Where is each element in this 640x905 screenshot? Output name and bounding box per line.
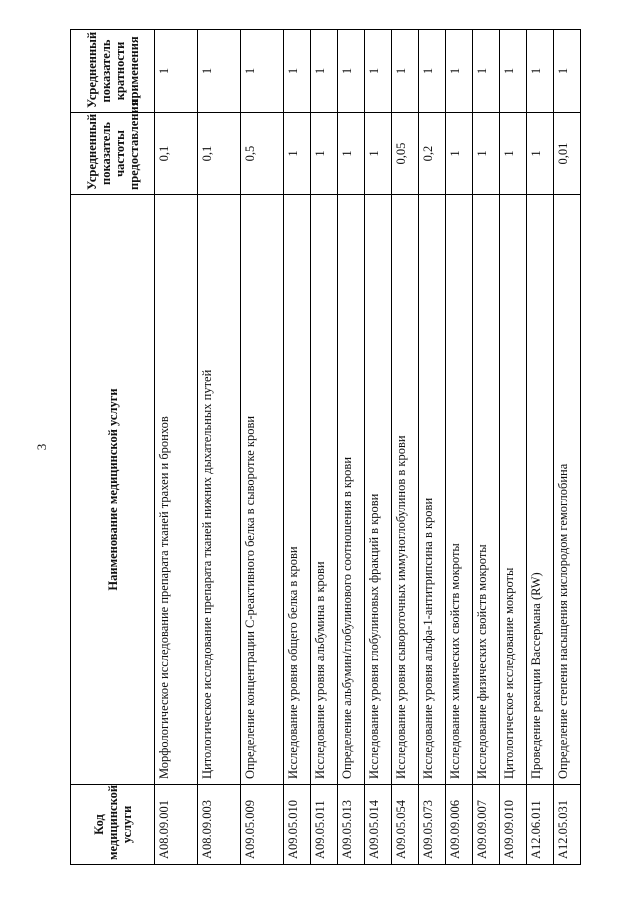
cell-frequency: 1 — [338, 113, 365, 195]
cell-frequency: 1 — [527, 113, 554, 195]
cell-code: A09.09.007 — [473, 785, 500, 865]
cell-code: A09.05.073 — [419, 785, 446, 865]
header-name: Наименование медицинской услуги — [71, 195, 155, 785]
table-row — [365, 30, 392, 865]
cell-frequency: 1 — [284, 113, 311, 195]
cell-multiplicity: 1 — [554, 30, 581, 113]
cell-code: A09.05.014 — [365, 785, 392, 865]
cell-frequency: 0,05 — [392, 113, 419, 195]
table-header-row — [71, 30, 155, 865]
cell-code: A09.05.009 — [241, 785, 284, 865]
cell-name: Исследование уровня глобулиновых фракций в крови — [365, 195, 392, 785]
cell-code: A12.06.011 — [527, 785, 554, 865]
cell-multiplicity: 1 — [241, 30, 284, 113]
table-row — [554, 30, 581, 865]
cell-name: Исследование уровня сывороточных иммуноглобулинов в крови — [392, 195, 419, 785]
cell-code: A08.09.001 — [155, 785, 198, 865]
table-row — [392, 30, 419, 865]
cell-code: A09.05.013 — [338, 785, 365, 865]
cell-name: Определение альбумин/глобулинового соотношения в крови — [338, 195, 365, 785]
cell-code: A09.05.054 — [392, 785, 419, 865]
table-row — [446, 30, 473, 865]
cell-name: Цитологическое исследование мокроты — [500, 195, 527, 785]
cell-frequency: 0,5 — [241, 113, 284, 195]
cell-name: Исследование физических свойств мокроты — [473, 195, 500, 785]
table-row — [473, 30, 500, 865]
cell-multiplicity: 1 — [419, 30, 446, 113]
cell-multiplicity: 1 — [338, 30, 365, 113]
table-body — [155, 30, 581, 865]
table-row — [338, 30, 365, 865]
cell-name: Исследование уровня общего белка в крови — [284, 195, 311, 785]
table-row — [155, 30, 198, 865]
table-row — [527, 30, 554, 865]
header-multiplicity: Усредненный показатель кратности применения — [71, 30, 155, 113]
table-row — [500, 30, 527, 865]
cell-frequency: 0,01 — [554, 113, 581, 195]
cell-multiplicity: 1 — [311, 30, 338, 113]
cell-code: A09.05.011 — [311, 785, 338, 865]
cell-frequency: 1 — [500, 113, 527, 195]
cell-multiplicity: 1 — [284, 30, 311, 113]
table-row — [198, 30, 241, 865]
cell-multiplicity: 1 — [198, 30, 241, 113]
table-row — [311, 30, 338, 865]
cell-multiplicity: 1 — [527, 30, 554, 113]
cell-multiplicity: 1 — [500, 30, 527, 113]
cell-name: Морфологическое исследование препарата тканей трахеи и бронхов — [155, 195, 198, 785]
cell-frequency: 0,1 — [155, 113, 198, 195]
cell-name: Определение степени насыщения кислородом гемоглобина — [554, 195, 581, 785]
rotated-table-wrapper — [70, 30, 570, 865]
cell-name: Исследование уровня альбумина в крови — [311, 195, 338, 785]
cell-frequency: 1 — [446, 113, 473, 195]
cell-multiplicity: 1 — [365, 30, 392, 113]
cell-code: A09.09.006 — [446, 785, 473, 865]
cell-code: A09.05.010 — [284, 785, 311, 865]
cell-frequency: 1 — [473, 113, 500, 195]
cell-frequency: 0,2 — [419, 113, 446, 195]
cell-code: A09.09.010 — [500, 785, 527, 865]
cell-name: Исследование уровня альфа-1-антитрипсина в крови — [419, 195, 446, 785]
cell-code: A12.05.031 — [554, 785, 581, 865]
cell-multiplicity: 1 — [446, 30, 473, 113]
cell-code: A08.09.003 — [198, 785, 241, 865]
cell-name: Исследование химических свойств мокроты — [446, 195, 473, 785]
page-number: 3 — [34, 443, 49, 451]
cell-name: Цитологическое исследование препарата тканей нижних дыхательных путей — [198, 195, 241, 785]
cell-multiplicity: 1 — [155, 30, 198, 113]
cell-frequency: 1 — [311, 113, 338, 195]
table-row — [241, 30, 284, 865]
cell-name: Проведение реакции Вассермана (RW) — [527, 195, 554, 785]
header-frequency: Усредненный показатель частоты предоставления — [71, 113, 155, 195]
cell-frequency: 1 — [365, 113, 392, 195]
cell-multiplicity: 1 — [392, 30, 419, 113]
cell-name: Определение концентрации С-реактивного белка в сыворотке крови — [241, 195, 284, 785]
cell-frequency: 0,1 — [198, 113, 241, 195]
services-table — [70, 29, 581, 865]
header-code: Код медицинской услуги — [71, 785, 155, 865]
table-row — [419, 30, 446, 865]
table-row — [284, 30, 311, 865]
cell-multiplicity: 1 — [473, 30, 500, 113]
